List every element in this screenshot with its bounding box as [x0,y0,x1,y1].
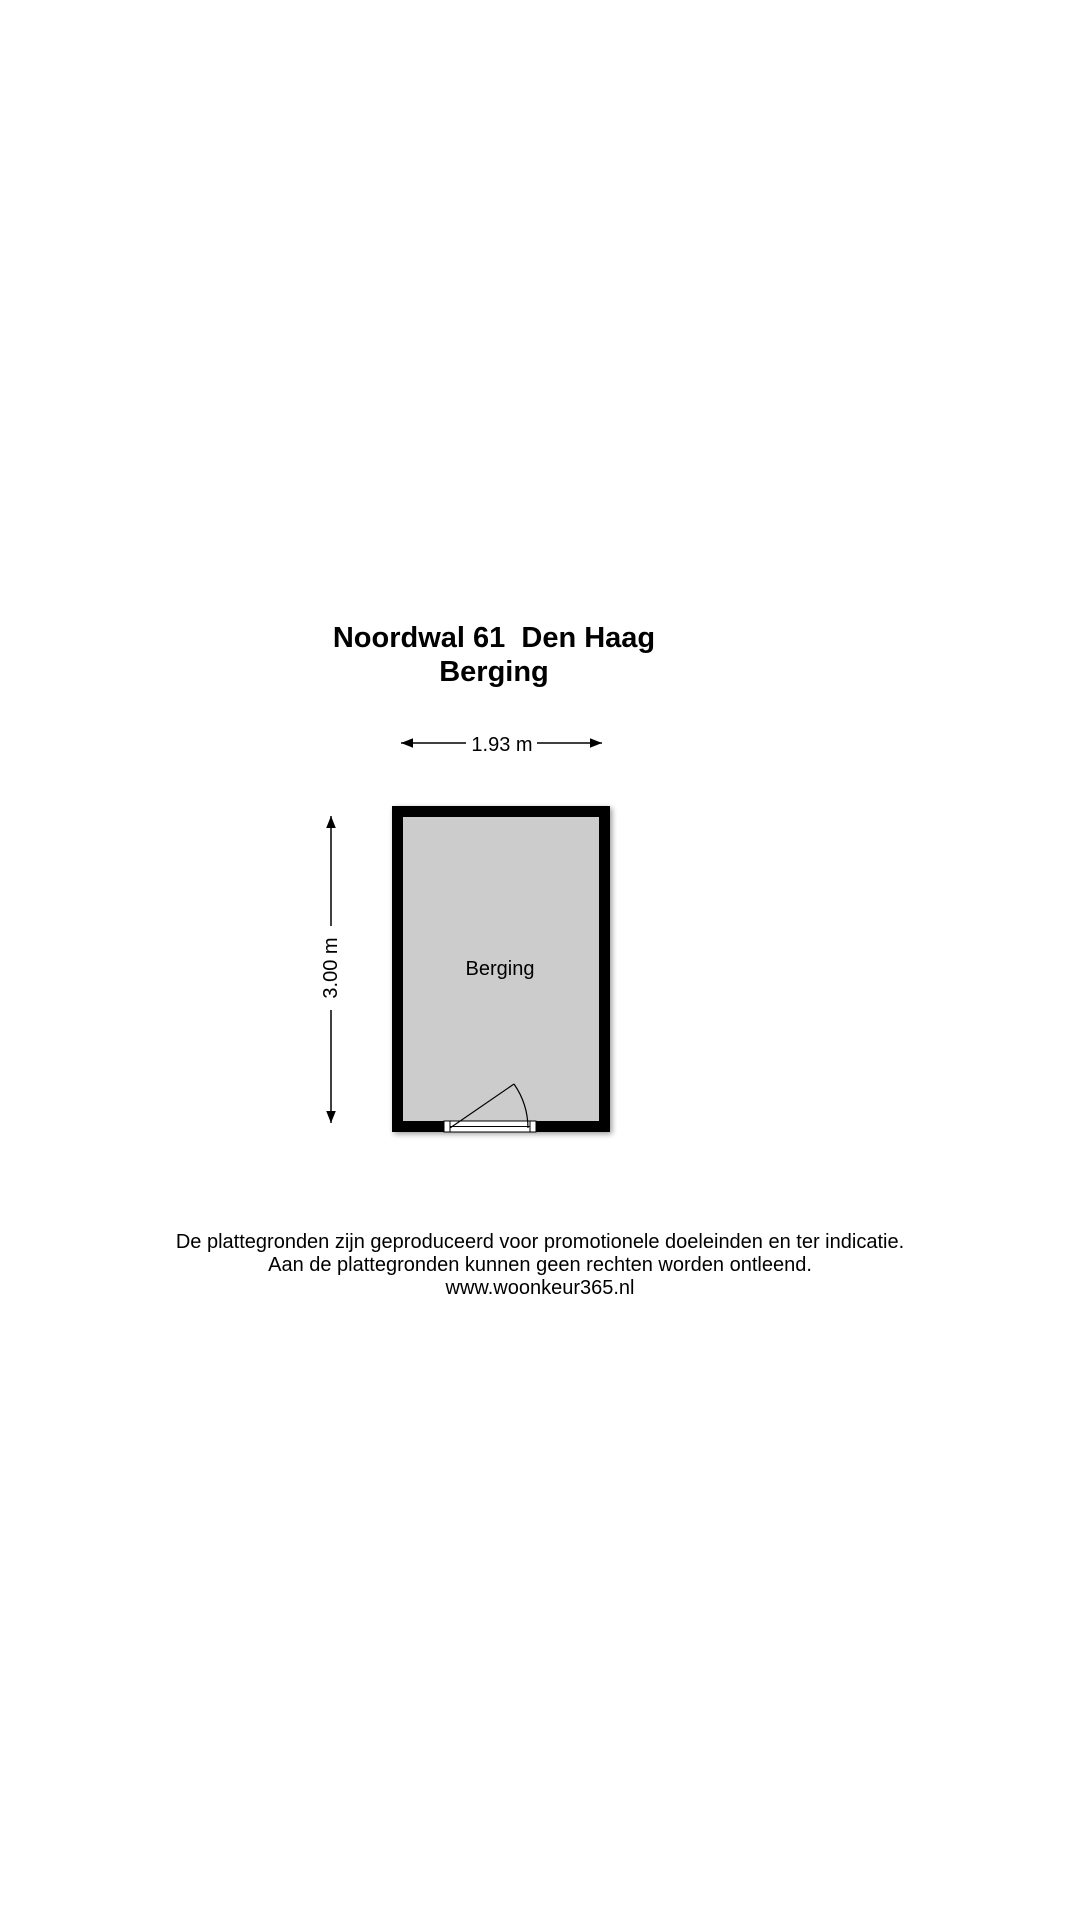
height-dimension-label: 3.00 m [320,937,342,999]
disclaimer-line-2: Aan de plattegronden kunnen geen rechten worden ontleend. [268,1254,812,1276]
disclaimer-line-1: De plattegronden zijn geproduceerd voor promotionele doeleinden en ter indicatie. [175,1231,905,1253]
website-link[interactable]: www.woonkeur365.nl [445,1277,635,1299]
door-jamb-left [444,1121,450,1132]
door-jamb-right [530,1121,536,1132]
floor-name-title: Berging [439,656,549,688]
room-label: Berging [465,958,535,980]
width-dimension [401,734,602,756]
height-dimension [320,816,342,1123]
property-address-title: Noordwal 61 Den Haag [332,622,656,654]
width-dimension-label: 1.93 m [471,734,533,756]
